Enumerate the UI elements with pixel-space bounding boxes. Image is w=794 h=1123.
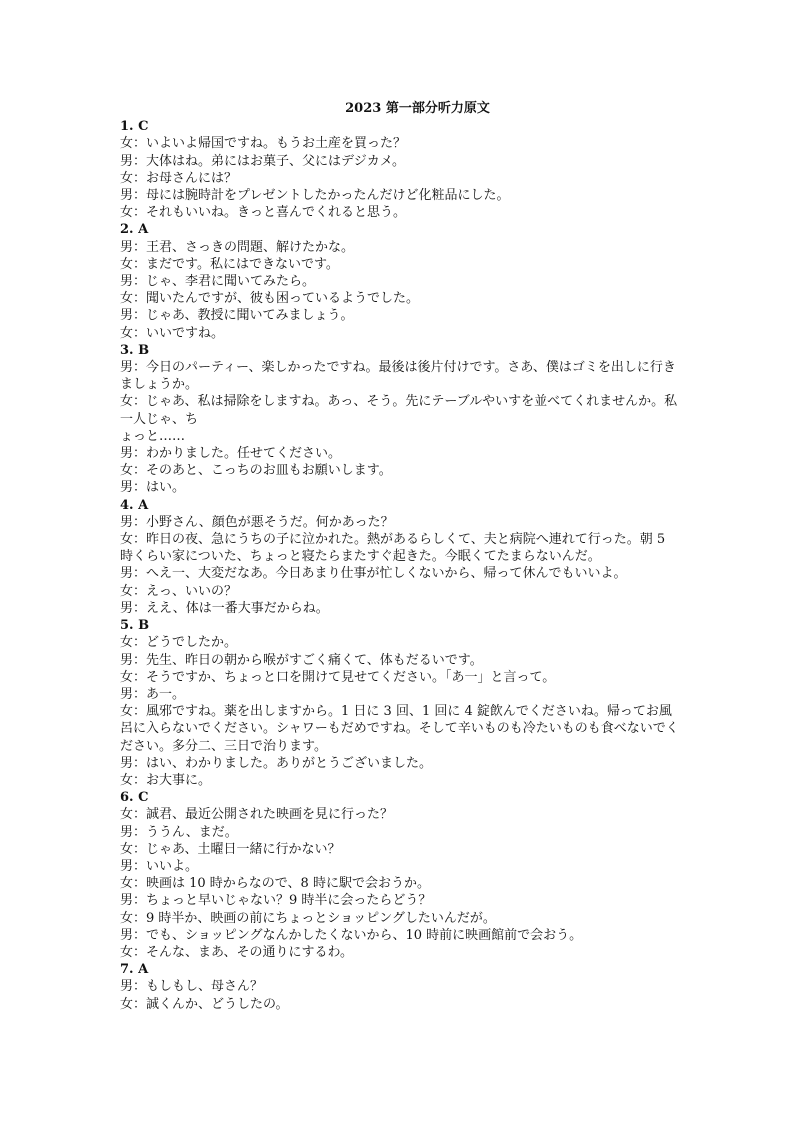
dialogue-line: 男：ええ、体は一番大事だからね。 <box>120 600 329 616</box>
dialogue-line: 女：いよいよ帰国ですね。もうお土産を買った？ <box>120 136 407 152</box>
dialogue-line: 女：えっ、いいの？ <box>120 583 238 599</box>
dialogue-line: 女：じゃあ、土曜日一緒に行かない？ <box>120 841 341 857</box>
question-number: 2. A <box>120 222 149 238</box>
dialogue-line: ょっと…… <box>120 428 186 444</box>
dialogue-line: 女：じゃあ、私は掃除をしますね。あっ、そう。先にテーブルやいすを並べてくれませんか。私一人じゃ、ち <box>120 394 678 427</box>
question-section <box>120 342 680 497</box>
dialogue-line: 男：小野さん、顔色が悪そうだ。何かあった？ <box>120 514 394 530</box>
dialogue-line: 女：風邪ですね。薬を出しますから。1 日に 3 回、1 回に 4 錠飲んでくださいね。帰ってお風呂に入らないでください。シャワーもだめですね。そして辛いものも冷たいものも食べないでください。多分二、三日で治ります。 <box>120 704 679 754</box>
dialogue-line: 女：いいですね。 <box>120 325 225 341</box>
dialogue-line: 女：どうでしたか。 <box>120 635 238 651</box>
dialogue-line: 男：でも、ショッピングなんかしたくないから、10 時前に映画館前で会おう。 <box>120 927 583 943</box>
dialogue-line: 女：聞いたんですが、彼も困っているようでした。 <box>120 291 420 307</box>
dialogue-line: 男：はい。 <box>120 480 186 496</box>
dialogue-line: 男：もしもし、母さん？ <box>120 979 264 995</box>
document-body <box>120 118 680 1013</box>
dialogue-line: 男：ちょっと早いじゃない？9 時半に会ったらどう？ <box>120 893 432 909</box>
question-number: 4. A <box>120 497 149 513</box>
question-section <box>120 497 680 617</box>
dialogue-line: 女：昨日の夜、急にうちの子に泣かれた。熱があるらしくて、夫と病院へ連れて行った。朝 5 時くらい家についた、ちょっと寝たらまたすぐ起きた。今眠くてたまらないんだ。 <box>120 532 666 565</box>
question-number: 3. B <box>120 342 150 358</box>
question-section <box>120 221 680 341</box>
dialogue-line: 女：お母さんには？ <box>120 170 238 186</box>
dialogue-line: 女：まだです。私にはできないです。 <box>120 256 339 272</box>
dialogue-line: 男：あ一。 <box>120 686 186 702</box>
question-number: 7. A <box>120 962 149 978</box>
dialogue-line: 女：そうですか、ちょっと口を開けて見せてください。「あ一」と言って。 <box>120 669 556 685</box>
question-section <box>120 789 680 961</box>
dialogue-line: 女：誠くんか、どうしたの。 <box>120 996 289 1012</box>
question-number: 6. C <box>120 790 149 806</box>
dialogue-line: 男：いいよ。 <box>120 858 199 874</box>
question-section <box>120 617 680 789</box>
dialogue-line: 女：誠君、最近公開された映画を見に行った？ <box>120 807 394 823</box>
dialogue-line: 男：じゃ、李君に聞いてみたら。 <box>120 274 316 290</box>
dialogue-line: 女：映画は 10 時からなので、8 時に駅で会おうか。 <box>120 876 430 892</box>
dialogue-line: 女：それもいいね。きっと喜んでくれると思う。 <box>120 205 407 221</box>
dialogue-line: 男：わかりました。任せてください。 <box>120 446 342 462</box>
dialogue-line: 男：先生、昨日の朝から喉がすごく痛くて、体もだるいです。 <box>120 652 483 668</box>
dialogue-line: 男：へえ一、大変だなあ。今日あまり仕事が忙しくないから、帰って休んでもいいよ。 <box>120 566 627 582</box>
dialogue-line: 男：じゃあ、教授に聞いてみましょう。 <box>120 308 354 324</box>
dialogue-line: 女：そんな、まあ、その通りにするわ。 <box>120 944 353 960</box>
question-section <box>120 118 680 221</box>
dialogue-line: 男：はい、わかりました。ありがとうございました。 <box>120 755 433 771</box>
question-section <box>120 961 680 1013</box>
dialogue-line: 男：大体はね。弟にはお菓子、父にはデジカメ。 <box>120 153 405 169</box>
dialogue-line: 女：お大事に。 <box>120 772 212 788</box>
dialogue-line: 男：母には腕時計をプレゼントしたかったんだけど化粧品にした。 <box>120 188 510 204</box>
dialogue-line: 男：ううん、まだ。 <box>120 824 238 840</box>
document-page <box>120 100 680 1013</box>
question-number: 1. C <box>120 119 149 135</box>
dialogue-line: 男：王君、さっきの問題、解けたかな。 <box>120 239 355 255</box>
question-number: 5. B <box>120 618 150 634</box>
dialogue-line: 女：そのあと、こっちのお皿もお願いします。 <box>120 463 392 479</box>
dialogue-line: 男：今日のパーティー、楽しかったですね。最後は後片付けです。さあ、僕はゴミを出しに行きましょうか。 <box>120 360 676 393</box>
dialogue-line: 女：9 時半か、映画の前にちょっとショッピングしたいんだが。 <box>120 910 496 926</box>
document-title: 2023 第一部分听力原文 <box>345 101 490 116</box>
